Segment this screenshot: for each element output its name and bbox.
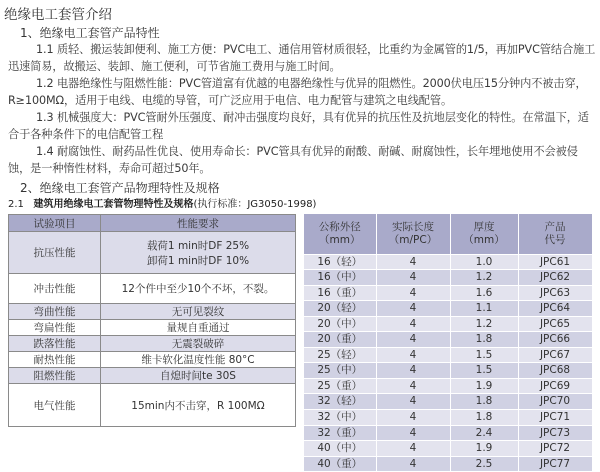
properties-requirement: 无可见裂纹 (101, 304, 296, 320)
table-row (304, 347, 592, 363)
properties-requirement: 自熄时间te 30S (101, 368, 296, 384)
specs-thickness: 2.5 (450, 456, 518, 472)
specs-code: JPC65 (518, 316, 592, 332)
table-row (304, 316, 592, 332)
table-row (304, 301, 592, 317)
table-row (9, 336, 296, 352)
properties-item: 跌落性能 (9, 336, 101, 352)
table-caption-title: 建筑用绝缘电工套管物理特性及规格 (33, 199, 194, 210)
specs-code: JPC67 (518, 347, 592, 363)
specs-code: JPC63 (518, 285, 592, 301)
table-row (9, 368, 296, 384)
specs-length: 4 (376, 316, 450, 332)
specs-length: 4 (376, 301, 450, 317)
table-row (304, 378, 592, 394)
specs-diameter: 16（中） (304, 270, 376, 286)
specs-length: 4 (376, 254, 450, 270)
specs-code: JPC62 (518, 270, 592, 286)
properties-header-item: 试验项目 (9, 215, 101, 232)
specs-diameter: 40（中） (304, 441, 376, 457)
table-row (304, 394, 592, 410)
table-row (304, 270, 592, 286)
specs-diameter: 20（轻） (304, 301, 376, 317)
table-row (9, 320, 296, 336)
section1-heading: 1、绝缘电工套管产品特性 (20, 26, 160, 40)
properties-requirement: 量规自重通过 (101, 320, 296, 336)
paragraph-1-2: 1.2 电器绝缘性与阻燃性能：PVC管道富有优越的电器绝缘性与优异的阻燃性。2000伏电压15分钟内不被击穿，R≥100MΩ，适用于电线、电缆的导管，可广泛应用于电信、电力配管与建筑之电线配管。 (8, 77, 587, 108)
table-caption (8, 195, 316, 210)
specs-length: 4 (376, 441, 450, 457)
table-row (304, 254, 592, 270)
specs-header-thickness: 厚度 （mm） (450, 214, 518, 254)
specs-length: 4 (376, 409, 450, 425)
table-row (304, 456, 592, 472)
properties-item: 电气性能 (9, 384, 101, 427)
specs-thickness: 1.8 (450, 332, 518, 348)
properties-item: 弯曲性能 (9, 304, 101, 320)
properties-requirement: 无震裂破碎 (101, 336, 296, 352)
requirement-line: 卸荷1 min时DF 10% (146, 254, 250, 267)
properties-table (8, 214, 296, 427)
paragraph-1-3: 1.3 机械强度大：PVC管耐外压强度、耐冲击强度均良好，具有优异的抗压性及抗地层变化的特性。在常温下，适合于各种条件下的电信配管工程 (8, 111, 589, 142)
properties-item: 冲击性能 (9, 274, 101, 304)
paragraph-1-4: 1.4 耐腐蚀性、耐药品性优良、使用寿命长：PVC管具有优异的耐酸、耐碱、耐腐蚀性，长年埋地使用不会被侵蚀，是一种惰性材料，寿命可超过50年。 (8, 145, 578, 176)
specs-diameter: 16（重） (304, 285, 376, 301)
specs-code: JPC68 (518, 363, 592, 379)
specs-code: JPC64 (518, 301, 592, 317)
table-row (9, 304, 296, 320)
specs-code: JPC70 (518, 394, 592, 410)
specs-header-code: 产品 代号 (518, 214, 592, 254)
specs-thickness: 1.5 (450, 363, 518, 379)
page-title: 绝缘电工套管介绍 (4, 7, 112, 23)
specs-length: 4 (376, 332, 450, 348)
section2-heading: 2、绝缘电工套管产品物理特性及规格 (20, 181, 220, 195)
table-caption-standard: (执行标准：JG3050-1998) (193, 199, 317, 210)
specs-thickness: 1.9 (450, 378, 518, 394)
specs-code: JPC73 (518, 425, 592, 441)
properties-requirement: 15min内不击穿，R 100MΩ (101, 384, 296, 427)
specs-code: JPC69 (518, 378, 592, 394)
specs-length: 4 (376, 394, 450, 410)
properties-item: 阻燃性能 (9, 368, 101, 384)
properties-requirement (101, 232, 296, 274)
specs-length: 4 (376, 363, 450, 379)
specs-diameter: 16（轻） (304, 254, 376, 270)
properties-item: 弯扁性能 (9, 320, 101, 336)
specs-diameter: 25（中） (304, 363, 376, 379)
specs-diameter: 20（重） (304, 332, 376, 348)
table-row (304, 409, 592, 425)
specs-thickness: 1.5 (450, 347, 518, 363)
specs-length: 4 (376, 378, 450, 394)
properties-header-requirement: 性能要求 (101, 215, 296, 232)
specs-thickness: 1.8 (450, 394, 518, 410)
specs-thickness: 1.6 (450, 285, 518, 301)
specs-thickness: 1.9 (450, 441, 518, 457)
specs-code: JPC71 (518, 409, 592, 425)
properties-requirement: 12个件中至少10个不坏，不裂。 (101, 274, 296, 304)
table-row (304, 363, 592, 379)
specs-diameter: 20（中） (304, 316, 376, 332)
specs-length: 4 (376, 456, 450, 472)
specs-code: JPC77 (518, 456, 592, 472)
requirement-line: 载荷1 min时DF 25% (146, 239, 250, 252)
table-row (9, 274, 296, 304)
specs-thickness: 2.4 (450, 425, 518, 441)
specs-diameter: 32（轻） (304, 394, 376, 410)
specs-diameter: 25（重） (304, 378, 376, 394)
specs-header-diameter: 公称外径 （mm） (304, 214, 376, 254)
specs-length: 4 (376, 285, 450, 301)
table-row (304, 332, 592, 348)
properties-item: 抗压性能 (9, 232, 101, 274)
properties-item: 耐热性能 (9, 352, 101, 368)
specs-thickness: 1.0 (450, 254, 518, 270)
specs-code: JPC72 (518, 441, 592, 457)
table-row (9, 352, 296, 368)
specs-length: 4 (376, 347, 450, 363)
specs-diameter: 32（重） (304, 425, 376, 441)
specs-thickness: 1.2 (450, 316, 518, 332)
specs-header-length: 实际长度 （m/PC） (376, 214, 450, 254)
paragraph-1-1: 1.1 质轻、搬运装卸便利、施工方便：PVC电工、通信用管材质很轻，比重约为金属管的1/5，再加PVC管结合施工迅速简易，故搬运、装卸、施工便利，可节省施工费用与施工时间。 (8, 43, 596, 74)
specs-thickness: 1.2 (450, 270, 518, 286)
specs-code: JPC66 (518, 332, 592, 348)
specs-thickness: 1.1 (450, 301, 518, 317)
specs-diameter: 25（轻） (304, 347, 376, 363)
specs-length: 4 (376, 425, 450, 441)
specs-diameter: 40（重） (304, 456, 376, 472)
specs-code: JPC61 (518, 254, 592, 270)
specs-table (304, 214, 593, 472)
table-row (304, 425, 592, 441)
table-row (304, 441, 592, 457)
table-caption-number: 2.1 (8, 199, 24, 210)
table-row (9, 232, 296, 274)
table-row (304, 285, 592, 301)
specs-diameter: 32（中） (304, 409, 376, 425)
specs-length: 4 (376, 270, 450, 286)
specs-thickness: 1.8 (450, 409, 518, 425)
properties-requirement: 维卡软化温度性能 80°C (101, 352, 296, 368)
table-row (9, 384, 296, 427)
